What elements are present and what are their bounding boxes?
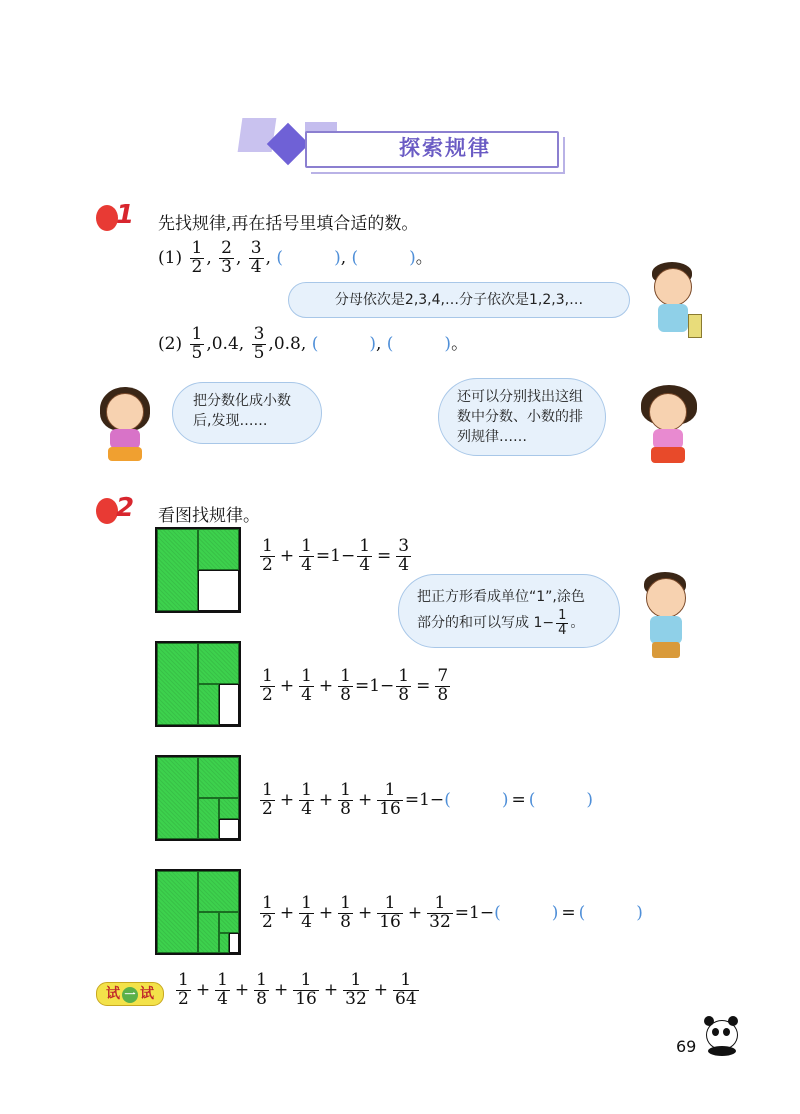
q1-prompt: 先找规律,再在括号里填合适的数。 <box>158 214 419 234</box>
try-it-label: 试 一 试 <box>96 982 164 1006</box>
answer-blank[interactable]: ( ) <box>578 902 643 923</box>
hint-bubble-girl-left: 把分数化成小数后,发现…… <box>172 382 322 444</box>
answer-blank[interactable]: ( ) <box>276 247 341 268</box>
hint-bubble-girl-right: 还可以分别找出这组数中分数、小数的排列规律…… <box>438 378 606 456</box>
fraction: $\frac{1}{5}$ <box>191 324 203 363</box>
page-title: 探索规律 <box>399 136 491 160</box>
page-number: 69 <box>676 1037 697 1056</box>
square-figure-2 <box>155 641 241 727</box>
q2-badge-number: 2 <box>116 493 135 523</box>
fraction: $\frac{3}{5}$ <box>253 324 265 363</box>
q1-part2-label: (2) <box>158 333 183 354</box>
answer-blank[interactable]: ( ) <box>351 247 416 268</box>
try-expression: $\frac{1}{2}$ + $\frac{1}{4}$ + $\frac{1}{8}$ + $\frac{1}{16}$ + $\frac{1}{32}$ + $\frac{1}{64}$ <box>178 970 417 1009</box>
q1-badge-pepper-icon <box>96 205 118 231</box>
answer-blank[interactable]: ( ) <box>386 333 452 354</box>
q1-part2-line: (2) $\frac{1}{5}$ ,0.4, $\frac{3}{5}$ ,0.8, ( ), ( )。 <box>158 324 469 363</box>
q2-prompt: 看图找规律。 <box>158 506 260 526</box>
answer-blank[interactable]: ( ) <box>311 333 376 354</box>
q1-part1-label: (1) <box>158 247 183 268</box>
equation-4: $\frac{1}{2}$ + $\frac{1}{4}$ + $\frac{1}{8}$ + $\frac{1}{16}$ + $\frac{1}{32}$ =1−( ) = ( ) <box>262 893 643 932</box>
hint-bubble-boy-q2: 把正方形看成单位“1”,涂色 部分的和可以写成 1− $\frac{1}{4}$ 。 <box>398 574 620 648</box>
square-figure-4 <box>155 869 241 955</box>
fraction: $\frac{1}{2}$ <box>191 238 203 277</box>
q1-part1-line: (1) $\frac{1}{2}$ , $\frac{2}{3}$ , $\frac{3}{4}$ , ( ), ( )。 <box>158 238 433 277</box>
fraction: $\frac{2}{3}$ <box>221 238 232 277</box>
answer-blank[interactable]: ( ) <box>444 789 509 810</box>
girl-character-left-icon <box>98 385 158 465</box>
equation-3: $\frac{1}{2}$ + $\frac{1}{4}$ + $\frac{1}{8}$ + $\frac{1}{16}$ =1−( ) = ( ) <box>262 780 593 819</box>
boy-character-icon <box>648 262 704 342</box>
q1-badge-number: 1 <box>116 200 135 230</box>
equation-2: $\frac{1}{2}$ + $\frac{1}{4}$ + $\frac{1}{8}$ =1− $\frac{1}{8}$ = $\frac{7}{8}$ <box>262 666 449 705</box>
square-figure-1 <box>155 527 241 613</box>
equation-1: $\frac{1}{2}$ + $\frac{1}{4}$ =1− $\frac{1}{4}$ = $\frac{3}{4}$ <box>262 536 410 575</box>
panda-icon <box>702 1016 742 1058</box>
answer-blank[interactable]: ( ) <box>494 902 559 923</box>
answer-blank[interactable]: ( ) <box>528 789 593 810</box>
girl-character-right-icon <box>635 385 705 470</box>
square-figure-3 <box>155 755 241 841</box>
q2-badge-pepper-icon <box>96 498 118 524</box>
hint-bubble-boy: 分母依次是2,3,4,…分子依次是1,2,3,… <box>288 282 630 318</box>
boy-character-q2-icon <box>638 572 702 672</box>
fraction: $\frac{3}{4}$ <box>250 238 262 277</box>
